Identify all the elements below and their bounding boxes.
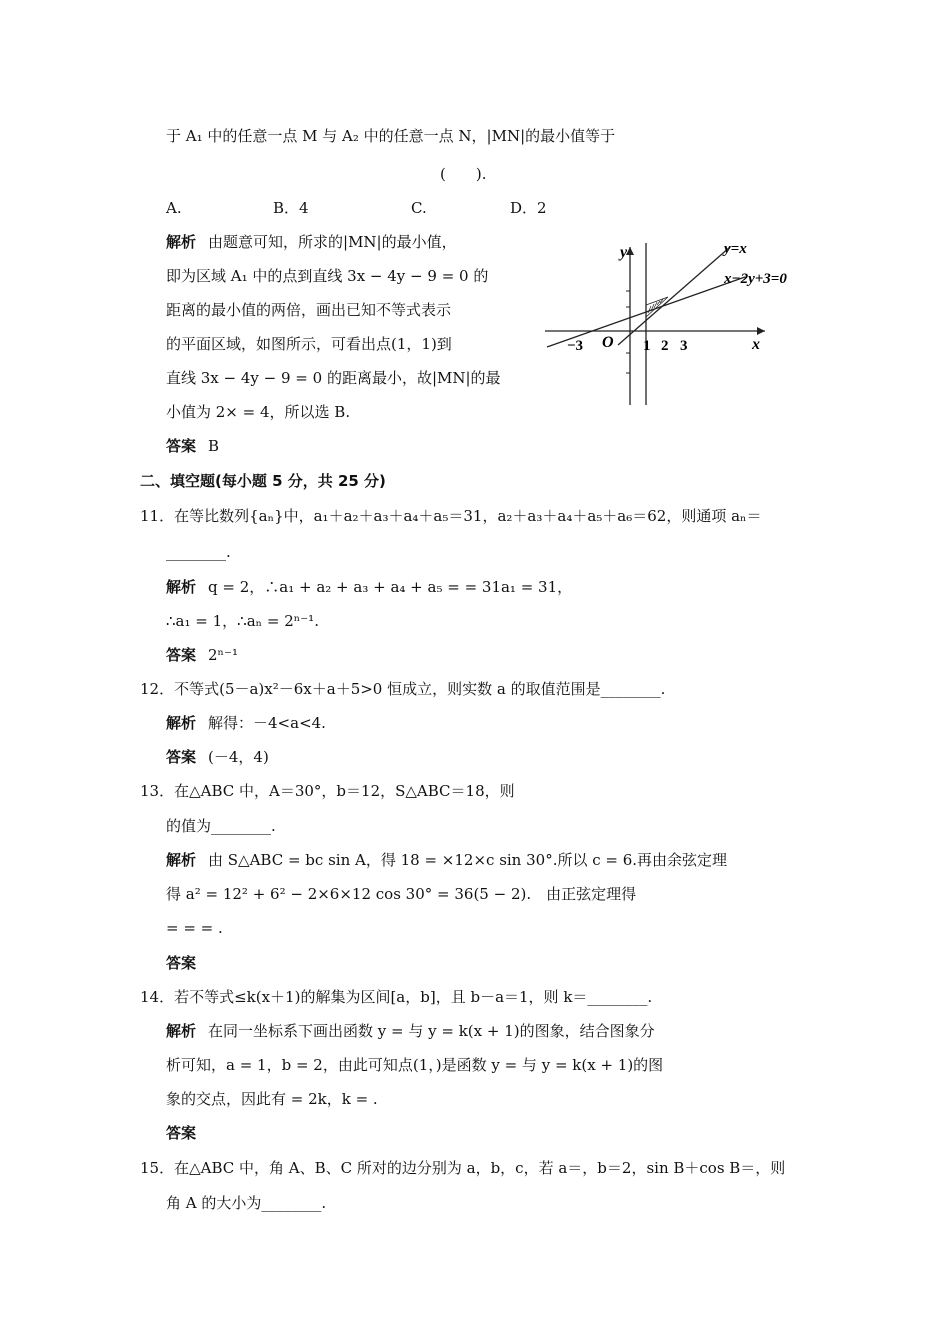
answer-label: 答案 <box>166 437 197 455</box>
tick-label: −3 <box>567 338 584 354</box>
answer-value: (－4，4) <box>208 748 269 766</box>
solution-line: ∴a₁ = 1，∴aₙ = 2ⁿ⁻¹. <box>166 612 319 630</box>
question-12: 12．不等式(5－a)x²－6x＋a＋5>0 恒成立，则实数 a 的取值范围是________. <box>140 680 666 698</box>
solution-text: 在同一坐标系下画出函数 y = 与 y = k(x + 1)的图象，结合图象分 <box>208 1022 655 1040</box>
solution-label: 解析 <box>166 714 197 732</box>
solution-line: 直线 3x − 4y − 9 = 0 的距离最小，故|MN|的最 <box>166 369 501 387</box>
answer-label: 答案 <box>166 1124 197 1142</box>
question-15: 15．在△ABC 中，角 A、B、C 所对的边分别为 a，b，c，若 a＝，b＝2，sin B＋cos B＝，则 <box>140 1159 786 1177</box>
section-heading: 二、填空题(每小题 5 分，共 25 分) <box>140 472 386 490</box>
solution-line <box>166 232 457 252</box>
answer-label: 答案 <box>166 954 197 972</box>
option-d: D．2 <box>510 199 547 217</box>
x-axis-arrow <box>757 327 765 335</box>
solution-label: 解析 <box>166 1022 197 1040</box>
question-14: 14．若不等式≤k(x＋1)的解集为区间[a，b]，且 b－a＝1，则 k＝________. <box>140 988 653 1006</box>
line-y-equals-x <box>618 247 730 345</box>
solution-line <box>166 850 727 870</box>
solution-line <box>166 577 572 597</box>
solution-label: 解析 <box>166 578 197 596</box>
solution-line: 得 a² = 12² + 6² − 2×6×12 cos 30° = 36(5 − 2). 由正弦定理得 <box>166 885 637 903</box>
option-a: A. <box>166 199 182 217</box>
answer-label: 答案 <box>166 748 197 766</box>
tick-label: 3 <box>680 338 688 354</box>
solution-label: 解析 <box>166 851 197 869</box>
question-13-blank: 的值为________. <box>166 817 276 835</box>
solution-line: 象的交点，因此有 = 2k，k = . <box>166 1090 378 1108</box>
question-11: 11．在等比数列{aₙ}中，a₁＋a₂＋a₃＋a₄＋a₅＝31，a₂＋a₃＋a₄＋a₅＋a₆＝62，则通项 aₙ＝ <box>140 507 762 525</box>
question-11-blank: ________. <box>166 543 231 561</box>
solution-line: 距离的最小值的两倍，画出已知不等式表示 <box>166 301 452 319</box>
option-c: C. <box>411 199 427 217</box>
solution-text: 由题意可知，所求的|MN|的最小值， <box>208 233 457 251</box>
answer-value: B <box>208 437 220 455</box>
solution-text: 由 S△ABC = bc sin A，得 18 = ×12×c sin 30°.所以 c = 6.再由余弦定理 <box>208 851 728 869</box>
origin-label: O <box>602 334 614 351</box>
solution-line: = = = . <box>166 919 223 937</box>
line1-label: y=x <box>724 241 747 257</box>
y-axis-label: y <box>620 244 628 261</box>
solution-line <box>166 713 326 733</box>
solution-line: 的平面区域，如图所示，可看出点(1，1)到 <box>166 335 452 353</box>
x-axis-label: x <box>752 336 760 353</box>
solution-line: 即为区域 A₁ 中的点到直线 3x − 4y − 9 = 0 的 <box>166 267 489 285</box>
coordinate-graph <box>540 235 810 410</box>
question-text-line: 于 A₁ 中的任意一点 M 与 A₂ 中的任意一点 N，|MN|的最小值等于 <box>166 127 616 145</box>
answer-value: 2ⁿ⁻¹ <box>208 646 238 664</box>
question-15-blank: 角 A 的大小为________. <box>166 1194 327 1212</box>
question-13: 13．在△ABC 中，A＝30°，b＝12，S△ABC＝18，则 <box>140 782 515 800</box>
answer-line <box>166 436 219 456</box>
shaded-region <box>646 297 668 317</box>
answer-line <box>166 747 269 767</box>
line2-label: x−2y+3=0 <box>724 271 787 287</box>
tick-label: 1 <box>643 338 651 354</box>
solution-text: 解得：－4<a<4. <box>208 714 326 732</box>
y-axis-arrow <box>626 247 634 255</box>
solution-line: 析可知，a = 1，b = 2，由此可知点(1，)是函数 y = 与 y = k(x + 1)的图 <box>166 1056 664 1074</box>
tick-label: 2 <box>661 338 669 354</box>
answer-bracket: ( ). <box>440 165 487 183</box>
option-b: B．4 <box>273 199 309 217</box>
solution-label: 解析 <box>166 233 197 251</box>
answer-line <box>166 645 238 665</box>
solution-line <box>166 1021 655 1041</box>
solution-text: q = 2，∴a₁ + a₂ + a₃ + a₄ + a₅ = = 31a₁ = 31， <box>208 578 573 596</box>
solution-line: 小值为 2× = 4，所以选 B. <box>166 403 351 421</box>
answer-label: 答案 <box>166 646 197 664</box>
